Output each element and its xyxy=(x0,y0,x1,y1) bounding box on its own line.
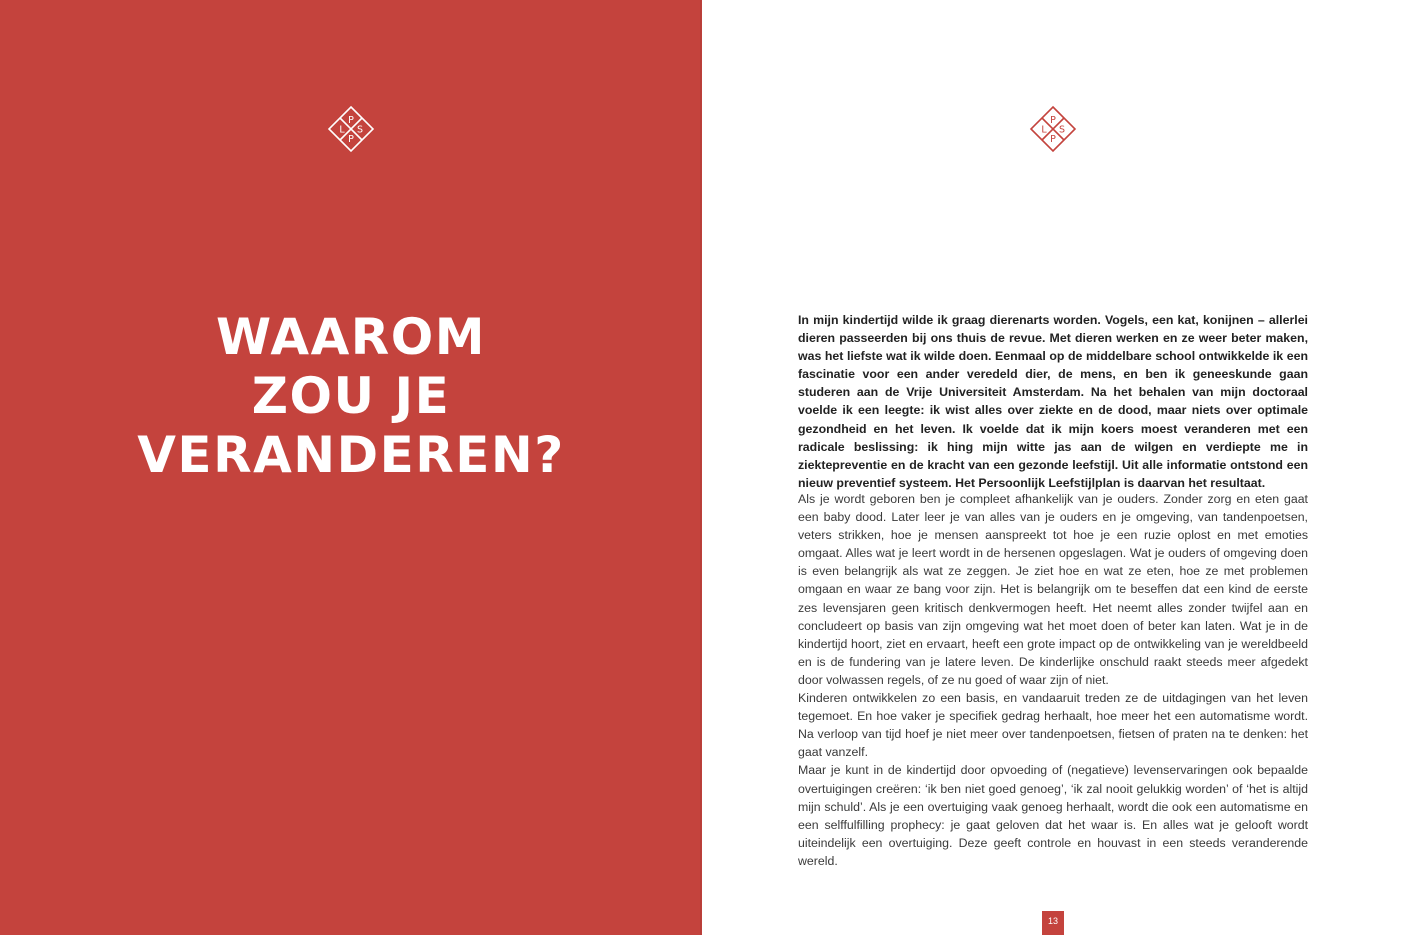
logo-letter-bottom: P xyxy=(1050,134,1056,145)
right-page xyxy=(702,0,1403,935)
logo-letter-right: S xyxy=(356,124,364,136)
chapter-title-line: ZOU JE xyxy=(251,367,451,425)
logo-letter-top: P xyxy=(348,115,354,126)
body-paragraph: Maar je kunt in de kindertijd door opvoeding of (negatieve) levenservaringen ook bepaalde overtuigingen creëren: ‘ik ben niet goed genoeg’, ‘ik zal nooit gelukkig worden’ of ‘het is altijd mijn schuld’. Als je een overtuiging vaak genoeg herhaalt, wordt die ook een automatisme en een selffulfilling prophecy: je gaat geloven dat het waar is. En alles wat je gelooft wordt uiteindelijk een overtuiging. Deze geeft controle en houvast in een steeds veranderende wereld. xyxy=(798,763,1308,868)
body-text xyxy=(798,490,1308,870)
body-paragraph: Kinderen ontwikkelen zo een basis, en vandaaruit treden ze de uitdagingen van het leven tegemoet. En hoe vaker je specifiek gedrag herhaalt, hoe meer het een automatisme wordt. Na verloop van tijd hoef je niet meer over tandenpoetsen, fietsen of praten na te denken: het gaat vanzelf. xyxy=(798,691,1308,760)
lpsp-diamond-logo-icon xyxy=(1029,105,1077,153)
chapter-title-line: WAAROM xyxy=(215,308,487,366)
logo-letter-left: L xyxy=(1041,124,1047,136)
lpsp-diamond-logo-icon xyxy=(327,105,375,153)
page-number: 13 xyxy=(1042,911,1064,935)
logo-letter-bottom: P xyxy=(348,134,354,145)
chapter-title xyxy=(60,308,642,485)
logo-letter-left: L xyxy=(339,124,345,136)
logo-letter-top: P xyxy=(1050,115,1056,126)
logo-letter-right: S xyxy=(1058,124,1066,136)
intro-paragraph: In mijn kindertijd wilde ik graag dierenarts worden. Vogels, een kat, konijnen – allerlei dieren passeerden bij ons thuis de revue. Met dieren werken en ze weer beter maken, was het liefste wat ik wilde doen. Eenmaal op de middelbare school ontwikkelde ik een fascinatie voor een ander veredeld dier, de mens, en ben ik geneeskunde gaan studeren aan de Vrije Universiteit Amsterdam. Na het behalen van mijn doctoraal voelde ik een leegte: ik wist alles over ziekte en de dood, maar niets over optimale gezondheid en het leven. Ik voelde dat ik mijn koers moest veranderen met een radicale beslissing: ik hing mijn witte jas aan de wilgen en verdiepte me in ziektepreventie en de kracht van een gezonde leefstijl. Uit alle informatie ontstond een nieuw preventief systeem. Het Persoonlijk Leefstijlplan is daarvan het resultaat. xyxy=(798,313,1308,490)
chapter-title-line: VERANDEREN? xyxy=(137,426,565,484)
body-paragraph: Als je wordt geboren ben je compleet afhankelijk van je ouders. Zonder zorg en eten gaat een baby dood. Later leer je van alles van je ouders en je omgeving, van tandenpoetsen, veters strikken, hoe je mensen aanspreekt tot hoe je een ruzie oplost en met emoties omgaat. Alles wat je leert wordt in de hersenen opgeslagen. Wat je ouders of omgeving doen is even belangrijk als wat ze zeggen. Je ziet hoe en wat ze eten, hoe ze met problemen omgaan en waar ze bang voor zijn. Het is belangrijk om te beseffen dat een kind de eerste zes levensjaren geen kritisch denkvermogen heeft. Het neemt alles zonder twijfel aan en concludeert op basis van zijn omgeving wat het moet doen of beter kan laten. Wat je in de kindertijd hoort, ziet en ervaart, heeft een grote impact op de ontwikkeling van je wereldbeeld en is de fundering van je latere leven. De kinderlijke onschuld raakt steeds meer afgedekt door volwassen regels, of ze nu goed of waar zijn of niet. xyxy=(798,492,1308,687)
